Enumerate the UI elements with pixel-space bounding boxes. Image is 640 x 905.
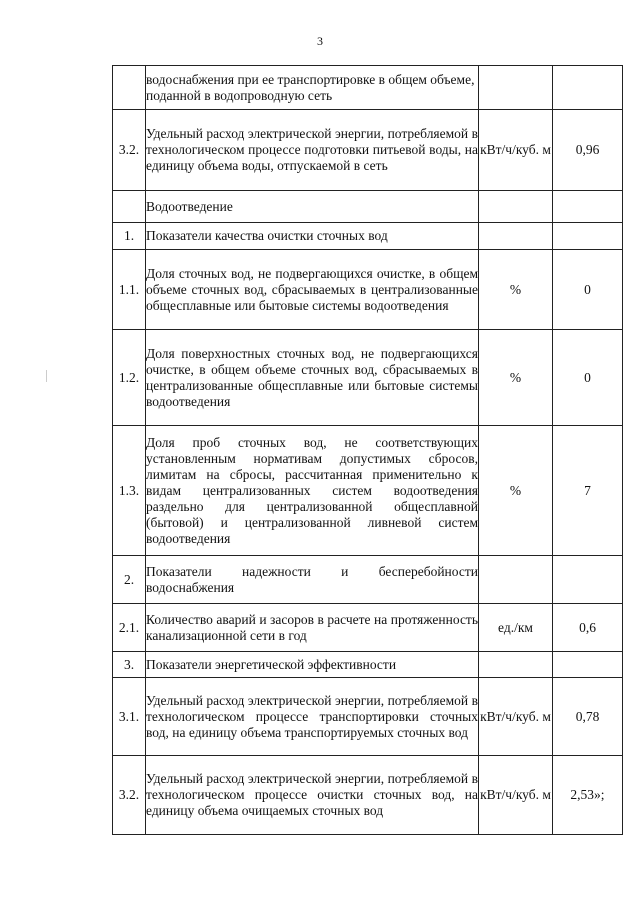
- table-row: [113, 223, 623, 250]
- row-unit: кВт/ч/куб. м: [479, 110, 553, 191]
- table-row: [113, 756, 623, 835]
- row-unit: %: [479, 426, 553, 556]
- row-description: Показатели надежности и бесперебойности водоснабжения: [146, 556, 479, 604]
- table-row: [113, 426, 623, 556]
- row-number: [113, 191, 146, 223]
- row-number: 3.2.: [113, 756, 146, 835]
- row-unit: %: [479, 330, 553, 426]
- row-value: 2,53»;: [553, 756, 623, 835]
- row-value: [553, 556, 623, 604]
- row-description: Удельный расход электрической энергии, потребляемой в технологическом процессе очистки сточных вод, на единицу объема очищаемых сточных вод: [146, 756, 479, 835]
- row-value: 0: [553, 330, 623, 426]
- row-number: 2.: [113, 556, 146, 604]
- row-value: 0,6: [553, 604, 623, 652]
- row-unit: %: [479, 250, 553, 330]
- row-description: Удельный расход электрической энергии, потребляемой в технологическом процессе подготовки питьевой воды, на единицу объема воды, отпускаемой в сеть: [146, 110, 479, 191]
- table-row: [113, 678, 623, 756]
- row-description: водоснабжения при ее транспортировке в общем объеме, поданной в водопроводную сеть: [146, 66, 479, 110]
- row-number: 1.1.: [113, 250, 146, 330]
- row-number: [113, 66, 146, 110]
- section-heading: Водоотведение: [146, 191, 479, 223]
- indicators-table: [112, 65, 623, 835]
- table-row: [113, 250, 623, 330]
- row-description: Доля сточных вод, не подвергающихся очистке, в общем объеме сточных вод, сбрасываемых в централизованные общесплавные или бытовые системы водоотведения: [146, 250, 479, 330]
- row-unit: кВт/ч/куб. м: [479, 756, 553, 835]
- row-number: 2.1.: [113, 604, 146, 652]
- row-number: 1.2.: [113, 330, 146, 426]
- row-value: [553, 223, 623, 250]
- row-description: Доля проб сточных вод, не соответствующих установленным нормативам допустимых сбросов, лимитам на сбросы, рассчитанная применительно к видам централизованных систем водоотведения раздельно для централизованной общесплавной (бытовой) и централизованной ливневой систем водоотведения: [146, 426, 479, 556]
- row-value: 0: [553, 250, 623, 330]
- row-unit: кВт/ч/куб. м: [479, 678, 553, 756]
- row-value: 7: [553, 426, 623, 556]
- row-value: [553, 66, 623, 110]
- table-row: [113, 191, 623, 223]
- row-value: [553, 191, 623, 223]
- row-number: 1.: [113, 223, 146, 250]
- row-value: 0,78: [553, 678, 623, 756]
- row-unit: [479, 66, 553, 110]
- table-row: [113, 330, 623, 426]
- row-description: Показатели энергетической эффективности: [146, 652, 479, 678]
- page-number: 3: [317, 34, 323, 48]
- row-description: Количество аварий и засоров в расчете на протяженность канализационной сети в год: [146, 604, 479, 652]
- table-row: [113, 66, 623, 110]
- row-description: Показатели качества очистки сточных вод: [146, 223, 479, 250]
- table-row: [113, 556, 623, 604]
- row-description: Доля поверхностных сточных вод, не подвергающихся очистке, в общем объеме сточных вод, сбрасываемых в централизованные общесплавные или бытовые системы водоотведения: [146, 330, 479, 426]
- table-row: [113, 652, 623, 678]
- row-unit: [479, 556, 553, 604]
- row-unit: [479, 223, 553, 250]
- row-unit: [479, 652, 553, 678]
- row-number: 3.: [113, 652, 146, 678]
- scan-mark: [46, 370, 47, 382]
- row-value: [553, 652, 623, 678]
- row-value: 0,96: [553, 110, 623, 191]
- table-row: [113, 110, 623, 191]
- row-unit: [479, 191, 553, 223]
- row-unit: ед./км: [479, 604, 553, 652]
- row-number: 3.2.: [113, 110, 146, 191]
- row-number: 3.1.: [113, 678, 146, 756]
- table-row: [113, 604, 623, 652]
- row-number: 1.3.: [113, 426, 146, 556]
- row-description: Удельный расход электрической энергии, потребляемой в технологическом процессе транспортировки сточных вод, на единицу объема транспортируемых сточных вод: [146, 678, 479, 756]
